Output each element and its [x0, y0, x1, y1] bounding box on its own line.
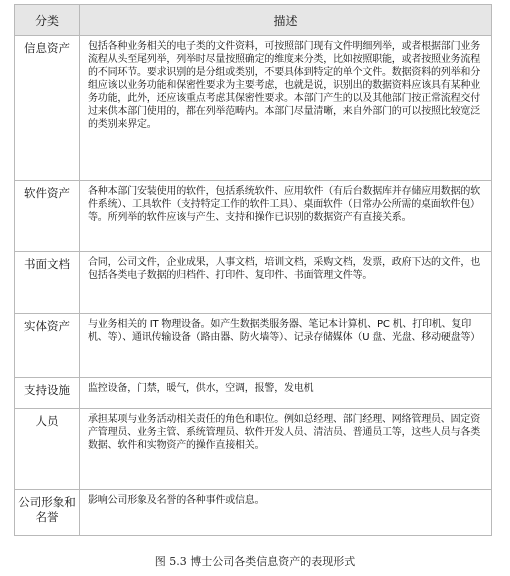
- header-description: 描述: [80, 5, 492, 36]
- table-row: [15, 378, 492, 409]
- row-category-support-facilities: 支持设施: [15, 378, 80, 409]
- asset-table: [14, 4, 492, 536]
- header-category: 分类: [15, 5, 80, 36]
- row-description-software-assets: 各种本部门安装使用的软件，包括系统软件、应用软件（有后台数据库并存储应用数据的软件系统）、工具软件（支持特定工作的软件工具）、桌面软件（日常办公所需的桌面软件包）等。所列举的软件应该与产生、支持和操作已识别的数据资产有直接关系。: [80, 181, 492, 252]
- table-row: [15, 490, 492, 536]
- row-description-personnel: 承担某项与业务活动相关责任的角色和职位。例如总经理、部门经理、网络管理员、固定资产管理员、业务主管、系统管理员、软件开发人员、清洁员、普通员工等，这些人员与各类数据、软件和实物资产的操作直接相关。: [80, 409, 492, 490]
- row-description-physical-assets: 与业务相关的 IT 物理设备。如产生数据类服务器、笔记本计算机、PC 机、打印机、复印机、等）、通讯传输设备（路由器、防火墙等）、记录存储媒体（U 盘、光盘、移动硬盘等）: [80, 314, 492, 378]
- table-header-row: [15, 5, 492, 36]
- row-category-paper-documents: 书面文档: [15, 252, 80, 314]
- figure-caption: 图 5.3 博士公司各类信息资产的表现形式: [154, 555, 356, 568]
- table-row: [15, 314, 492, 378]
- row-category-personnel: 人员: [15, 409, 80, 490]
- table-row: [15, 252, 492, 314]
- row-category-physical-assets: 实体资产: [15, 314, 80, 378]
- table-row: [15, 36, 492, 181]
- table-row: [15, 181, 492, 252]
- row-description-reputation: 影响公司形象及名誉的各种事件或信息。: [80, 490, 492, 536]
- row-category-reputation: 公司形象和名誉: [15, 490, 80, 536]
- row-description-paper-documents: 合同，公司文件，企业成果，人事文档，培训文档，采购文档，发票，政府下达的文件，也包括各类电子数据的归档件、打印件、复印件、书面管理文件等。: [80, 252, 492, 314]
- row-category-software-assets: 软件资产: [15, 181, 80, 252]
- row-category-information-assets: 信息资产: [15, 36, 80, 181]
- table-row: [15, 409, 492, 490]
- row-description-support-facilities: 监控设备，门禁，暖气，供水，空调，报警，发电机: [80, 378, 492, 409]
- row-description-information-assets: 包括各种业务相关的电子类的文件资料，可按照部门现有文件明细列举，或者根据部门业务流程从头至尾列举，列举时尽量按照确定的维度来分类，比如按照职能，或者按照业务流程的不同环节。要求识别的是分组或类别，不要具体到特定的单个文件。数据资料的列举和分组应该以业务功能和保密性要求为主要考虑，也就是说，识别出的数据资料应该具有某种业务功能，此外，还应该重点考虑其保密性要求。本部门产生的以及其他部门按正常流程交付过来供本部门使用的，都在列举范畴内。本部门尽量清晰，来自外部门的可以按照比较宽泛的类别来界定。: [80, 36, 492, 181]
